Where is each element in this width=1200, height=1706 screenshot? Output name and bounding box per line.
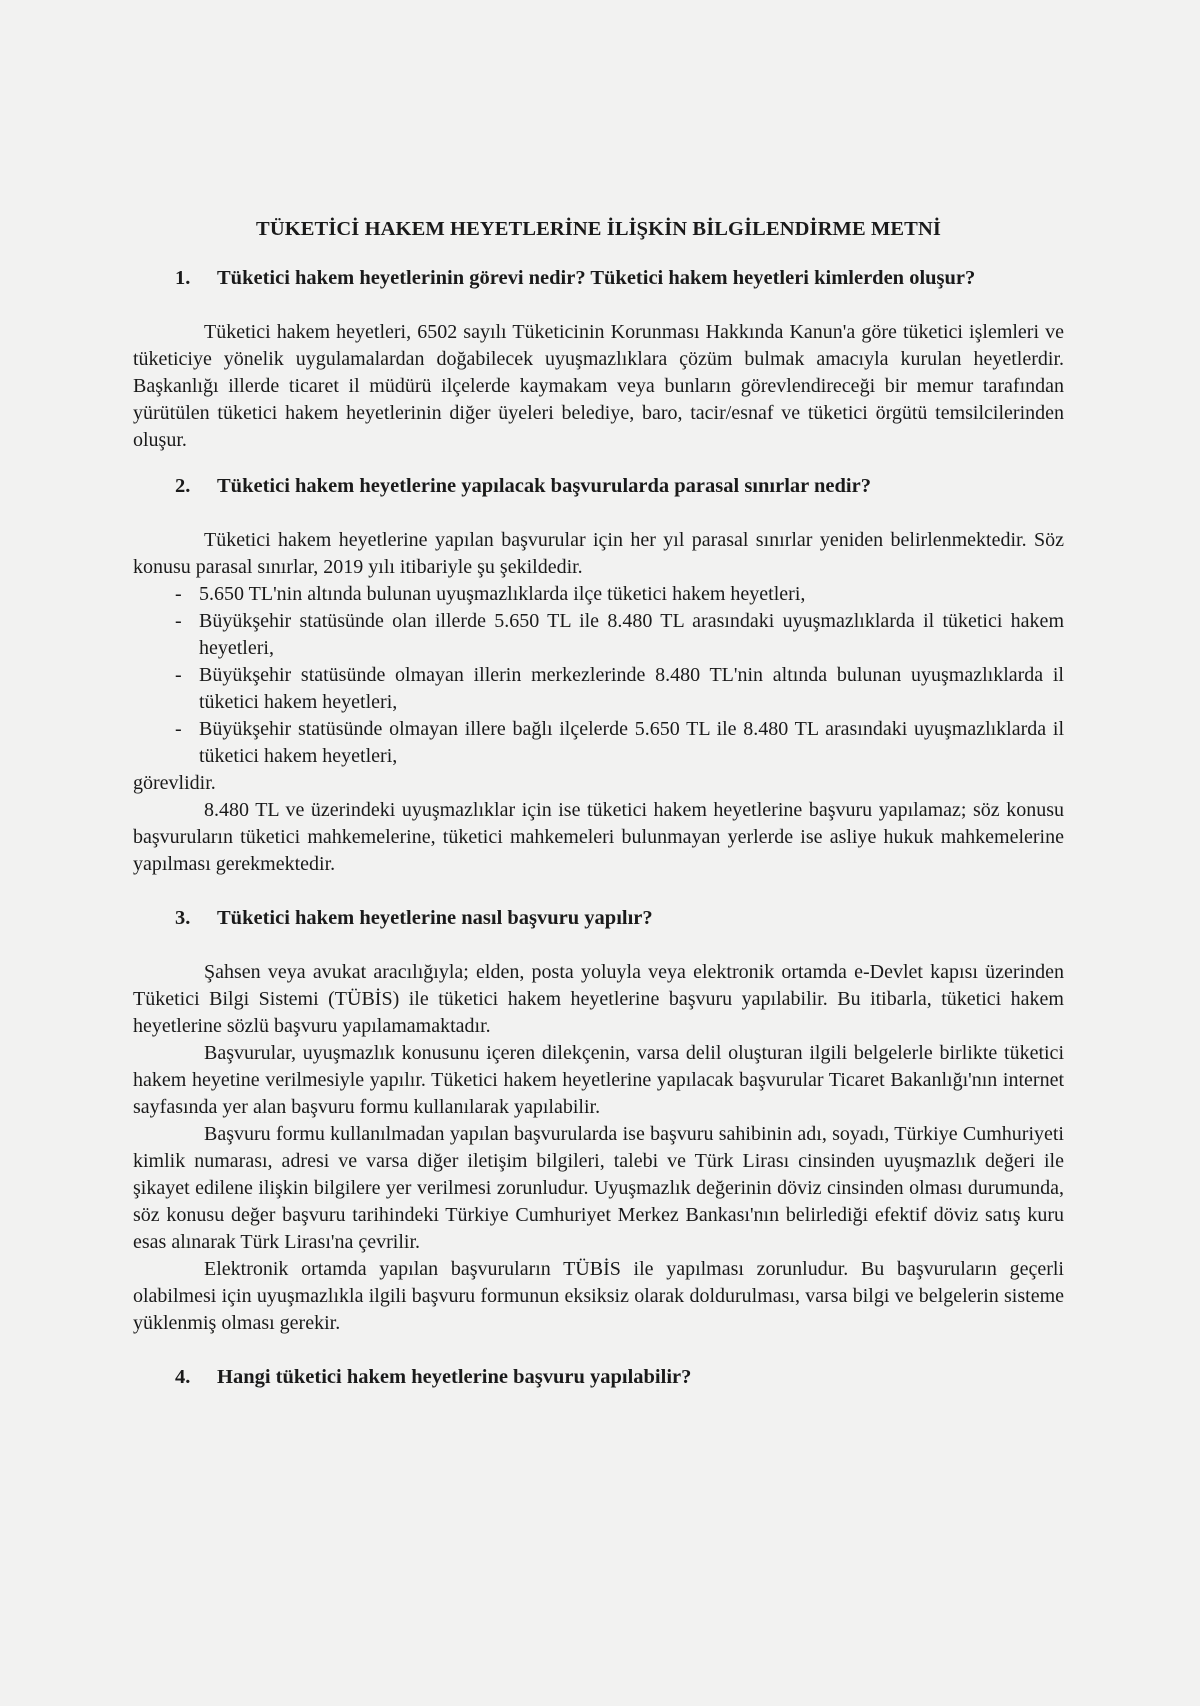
section-heading-text: Tüketici hakem heyetlerine nasıl başvuru yapılır? [217,907,653,929]
list-item [133,581,1064,608]
list-item-text: Büyükşehir statüsünde olmayan illere bağlı ilçelerde 5.650 TL ile 8.480 TL arasındaki uyuşmazlıklarda il tüketici hakem heyetleri, [199,718,1064,767]
paragraph: Başvurular, uyuşmazlık konusunu içeren dilekçenin, varsa delil oluşturan ilgili belgelerle birlikte tüketici hakem heyetine verilmesiyle yapılır. Tüketici hakem heyetlerine yapılacak başvurular Ticaret Bakanlığı'nın internet sayfasında yer alan başvuru formu kullanılarak yapılabilir. [133,1042,1064,1118]
document-body [133,216,1064,1391]
section-number: 2. [175,475,191,497]
paragraph: Tüketici hakem heyetlerine yapılan başvurular için her yıl parasal sınırlar yeniden belirlenmektedir. Söz konusu parasal sınırlar, 2019 yılı itibariyle şu şekildedir. [133,529,1064,578]
document-title: TÜKETİCİ HAKEM HEYETLERİNE İLİŞKİN BİLGİLENDİRME METNİ [256,218,941,240]
paragraph: görevlidir. [133,772,216,794]
paragraph: Elektronik ortamda yapılan başvuruların TÜBİS ile yapılması zorunludur. Bu başvuruların geçerli olabilmesi için uyuşmazlıkla ilgili başvuru formunun eksiksiz olarak doldurulması, varsa bilgi ve belgelerin sisteme yüklenmiş olması gerekir. [133,1258,1064,1334]
list-item [133,608,1064,662]
bullet-list [133,581,1064,770]
dash-bullet: - [175,583,182,605]
dash-bullet: - [175,610,182,632]
dash-bullet: - [175,664,182,686]
paragraph: Tüketici hakem heyetleri, 6502 sayılı Tüketicinin Korunması Hakkında Kanun'a göre tüketici işlemleri ve tüketiciye yönelik uygulamalardan doğabilecek uyuşmazlıklara çözüm bulmak amacıyla kurulan heyetlerdir. Başkanlığı illerde ticaret il müdürü ilçelerde kaymakam veya bunların görevlendireceği bir memur tarafından yürütülen tüketici hakem heyetlerinin diğer üyeleri belediye, baro, tacir/esnaf ve tüketici örgütü temsilcilerinden oluşur. [133,321,1064,451]
list-item-text: Büyükşehir statüsünde olmayan illerin merkezlerinde 8.480 TL'nin altında bulunan uyuşmazlıklarda il tüketici hakem heyetleri, [199,664,1064,713]
section-heading-text: Tüketici hakem heyetlerinin görevi nedir? Tüketici hakem heyetleri kimlerden oluşur? [217,267,976,289]
paragraph: 8.480 TL ve üzerindeki uyuşmazlıklar için ise tüketici hakem heyetlerine başvuru yapılamaz; söz konusu başvuruların tüketici mahkemelerine, tüketici mahkemeleri bulunmayan yerlerde ise asliye hukuk mahkemelerine yapılması gerekmektedir. [133,799,1064,875]
list-item-text: 5.650 TL'nin altında bulunan uyuşmazlıklarda ilçe tüketici hakem heyetleri, [199,583,806,605]
list-item [133,662,1064,716]
section-number: 4. [175,1366,191,1388]
paragraph: Başvuru formu kullanılmadan yapılan başvurularda ise başvuru sahibinin adı, soyadı, Türkiye Cumhuriyeti kimlik numarası, adresi ve varsa diğer iletişim bilgileri, talebi ve Türk Lirası cinsinden uyuşmazlık değeri ile şikayet edilene ilişkin bilgilere yer verilmesi zorunludur. Uyuşmazlık değerinin döviz cinsinden olması durumunda, söz konusu değer başvuru tarihindeki Türkiye Cumhuriyet Merkez Bankası'nın belirlediği efektif döviz satış kuru esas alınarak Türk Lirası'na çevrilir. [133,1123,1064,1253]
section-2-heading [133,473,1064,500]
section-heading-text: Tüketici hakem heyetlerine yapılacak başvurularda parasal sınırlar nedir? [217,475,871,497]
section-number: 1. [175,267,191,289]
list-item-text: Büyükşehir statüsünde olan illerde 5.650 TL ile 8.480 TL arasındaki uyuşmazlıklarda il tüketici hakem heyetleri, [199,610,1064,659]
dash-bullet: - [175,718,182,740]
list-item [133,716,1064,770]
section-1-heading [133,265,1064,292]
section-3-heading [133,905,1064,932]
paragraph: Şahsen veya avukat aracılığıyla; elden, posta yoluyla veya elektronik ortamda e-Devlet kapısı üzerinden Tüketici Bilgi Sistemi (TÜBİS) ile tüketici hakem heyetlerine başvuru yapılabilir. Bu itibarla, tüketici hakem heyetlerine sözlü başvuru yapılamamaktadır. [133,961,1064,1037]
section-number: 3. [175,907,191,929]
section-heading-text: Hangi tüketici hakem heyetlerine başvuru yapılabilir? [217,1366,692,1388]
section-4-heading [133,1364,1064,1391]
